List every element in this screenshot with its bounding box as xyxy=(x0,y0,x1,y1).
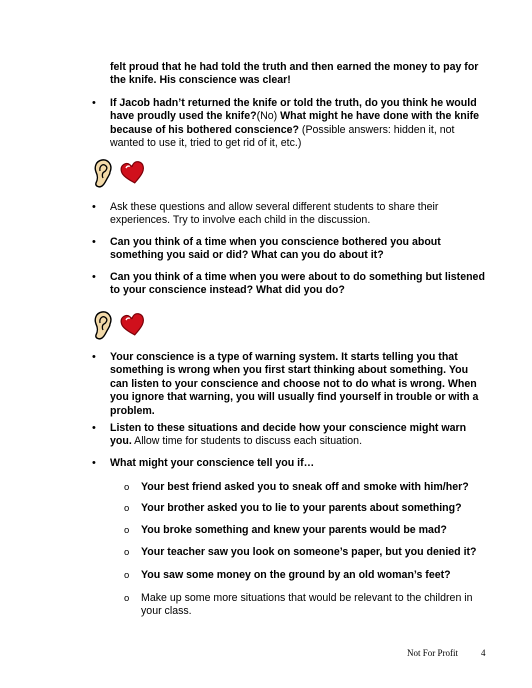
sub-item: Your best friend asked you to sneak off and smoke with him/her? xyxy=(141,481,469,493)
sub-item: Your brother asked you to lie to your parents about something? xyxy=(141,502,462,514)
bullet-jacob-question xyxy=(110,97,488,151)
bullet-text-normal: Allow time for students to discuss each situation. xyxy=(134,435,363,448)
bullet-marker: • xyxy=(92,422,96,434)
listen-feel-icons xyxy=(92,158,146,188)
bullet-marker: • xyxy=(92,271,96,283)
sub-bullet-marker: o xyxy=(124,503,130,514)
sub-bullet-marker: o xyxy=(124,525,130,536)
ear-icon xyxy=(92,158,116,188)
sub-bullet-marker: o xyxy=(124,570,130,581)
sub-item: You broke something and knew your parents would be mad? xyxy=(141,524,447,536)
sub-item: Your teacher saw you look on someone’s paper, but you denied it? xyxy=(141,546,477,558)
bullet-listen-situations xyxy=(110,422,488,449)
listen-feel-icons xyxy=(92,310,146,340)
bullet-marker: • xyxy=(92,457,96,469)
bullet-share-instructions: Ask these questions and allow several different students to share their experiences. Try to involve each child in the discussion. xyxy=(110,201,439,227)
footer-label: Not For Profit xyxy=(407,648,459,658)
bullet-text-bold: If Jacob hadn’t returned the knife or told the truth, do you think he would have proudly used the knife? xyxy=(110,97,477,123)
bullet-conscience-bothered-question: Can you think of a time when you conscience bothered you about something you said or did? What can you do about it? xyxy=(110,236,441,262)
page-number: 4 xyxy=(481,648,486,658)
bullet-text-bold: Listen to these situations and decide how your conscience might warn you. xyxy=(110,422,467,448)
continuation-paragraph: felt proud that he had told the truth and then earned the money to pay for the knife. His conscience was clear! xyxy=(110,61,479,87)
bullet-text-bold: What might he have done with the knife because of his bothered conscience? xyxy=(110,110,480,136)
bullet-marker: • xyxy=(92,97,96,109)
bullet-warning-system: Your conscience is a type of warning system. It starts telling you that something is wrong when you first start thinking about something. You can listen to your conscience and choose not to do what is wrong. When you ignore that warning, you will usually find yourself in trouble or with a problem. xyxy=(110,351,479,417)
heart-icon xyxy=(120,160,146,186)
sub-item: Make up some more situations that would be relevant to the children in your class. xyxy=(141,592,473,618)
bullet-text-normal: (No) xyxy=(256,110,281,123)
bullet-text-normal: (Possible answers: hidden it, not wanted to use it, tried to get rid of it, etc.) xyxy=(110,123,455,150)
bullet-marker: • xyxy=(92,201,96,213)
sub-item: You saw some money on the ground by an old woman’s feet? xyxy=(141,569,451,581)
sub-bullet-marker: o xyxy=(124,547,130,558)
sub-bullet-marker: o xyxy=(124,482,130,493)
bullet-marker: • xyxy=(92,351,96,363)
bullet-marker: • xyxy=(92,236,96,248)
sub-bullet-marker: o xyxy=(124,593,130,604)
ear-icon xyxy=(92,310,116,340)
bullet-listened-question: Can you think of a time when you were about to do something but listened to your conscience instead? What did you do? xyxy=(110,271,485,297)
heart-icon xyxy=(120,312,146,338)
bullet-what-might-conscience: What might your conscience tell you if… xyxy=(110,457,315,469)
